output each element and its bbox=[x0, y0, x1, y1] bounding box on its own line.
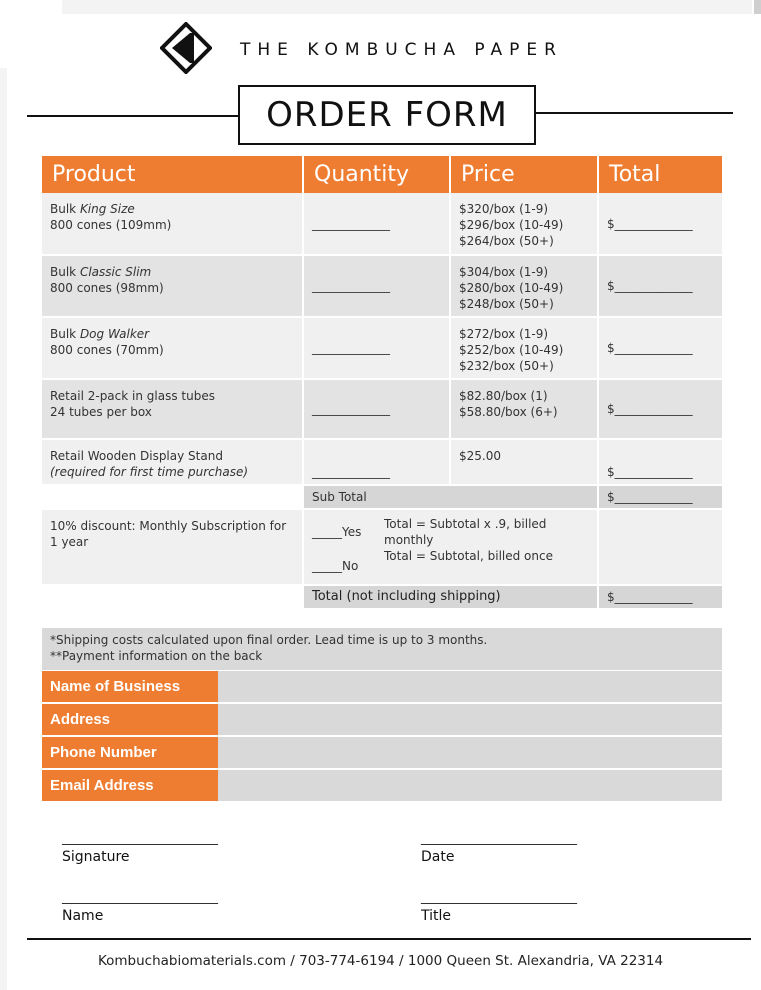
address-label: Address bbox=[42, 704, 218, 735]
left-strip bbox=[0, 68, 7, 990]
subtotal-label: Sub Total bbox=[303, 485, 598, 509]
phone-field[interactable] bbox=[218, 737, 722, 768]
price-tier: $296/box (10-49) bbox=[459, 218, 564, 232]
discount-total-cell bbox=[598, 509, 722, 585]
price-cell bbox=[450, 255, 598, 317]
title-line[interactable]: __________________________ bbox=[421, 890, 577, 904]
product-variant: Classic Slim bbox=[79, 265, 152, 279]
price-tier: $264/box (50+) bbox=[459, 234, 554, 248]
price-tier: $58.80/box (6+) bbox=[459, 405, 558, 419]
total-field[interactable]: $_____________ bbox=[598, 193, 722, 255]
business-name-row bbox=[42, 671, 722, 702]
product-name: Bulk bbox=[50, 202, 80, 216]
grand-total-field[interactable]: $_____________ bbox=[598, 585, 722, 609]
title-rule-right bbox=[536, 112, 733, 114]
product-cell bbox=[42, 379, 303, 439]
price-cell bbox=[450, 439, 598, 485]
empty-cell bbox=[42, 485, 303, 509]
product-detail: (required for first time purchase) bbox=[50, 465, 249, 479]
email-label: Email Address bbox=[42, 770, 218, 801]
discount-yes-field[interactable]: _____Yes bbox=[312, 525, 362, 539]
product-detail: 800 cones (109mm) bbox=[50, 218, 172, 232]
email-field[interactable] bbox=[218, 770, 722, 801]
product-variant: Dog Walker bbox=[79, 327, 150, 341]
product-detail: 800 cones (70mm) bbox=[50, 343, 164, 357]
address-row bbox=[42, 704, 722, 735]
table-row bbox=[42, 193, 722, 255]
product-name: Retail Wooden Display Stand bbox=[50, 449, 223, 463]
signature-label: Signature bbox=[62, 849, 130, 865]
quantity-field[interactable]: _____________ bbox=[303, 255, 450, 317]
name-block bbox=[62, 892, 218, 924]
business-name-field[interactable] bbox=[218, 671, 722, 702]
table-row bbox=[42, 439, 722, 485]
total-field[interactable]: $_____________ bbox=[598, 439, 722, 485]
title-label: Title bbox=[421, 908, 452, 924]
price-tier: $82.80/box (1) bbox=[459, 389, 548, 403]
contact-info-table bbox=[42, 671, 722, 803]
total-field[interactable]: $_____________ bbox=[598, 255, 722, 317]
product-cell bbox=[42, 439, 303, 485]
title-rule-left bbox=[27, 115, 239, 117]
price-cell bbox=[450, 193, 598, 255]
price-tier: $232/box (50+) bbox=[459, 359, 554, 373]
quantity-field[interactable]: _____________ bbox=[303, 193, 450, 255]
product-cell bbox=[42, 317, 303, 379]
quantity-field[interactable]: _____________ bbox=[303, 439, 450, 485]
top-strip bbox=[62, 0, 752, 14]
phone-row bbox=[42, 737, 722, 768]
empty-cell bbox=[42, 585, 303, 609]
business-name-label: Name of Business bbox=[42, 671, 218, 702]
logo-icon bbox=[160, 22, 212, 74]
address-field[interactable] bbox=[218, 704, 722, 735]
shipping-note: *Shipping costs calculated upon final order. Lead time is up to 3 months. bbox=[50, 633, 488, 647]
price-tier: $304/box (1-9) bbox=[459, 265, 549, 279]
scrollbar[interactable] bbox=[754, 0, 761, 14]
price-tier: $280/box (10-49) bbox=[459, 281, 564, 295]
product-name: Bulk bbox=[50, 327, 80, 341]
name-line[interactable]: __________________________ bbox=[62, 890, 218, 904]
header-product: Product bbox=[42, 156, 303, 193]
header-total: Total bbox=[598, 156, 722, 193]
price-cell bbox=[450, 379, 598, 439]
table-row bbox=[42, 317, 722, 379]
table-header-row bbox=[42, 156, 722, 193]
total-field[interactable]: $_____________ bbox=[598, 317, 722, 379]
header-quantity: Quantity bbox=[303, 156, 450, 193]
price-tier: $25.00 bbox=[459, 449, 501, 463]
date-line[interactable]: __________________________ bbox=[421, 831, 577, 845]
price-tier: $272/box (1-9) bbox=[459, 327, 549, 341]
header-price: Price bbox=[450, 156, 598, 193]
product-name: Bulk bbox=[50, 265, 80, 279]
table-row bbox=[42, 255, 722, 317]
date-label: Date bbox=[421, 849, 455, 865]
quantity-field[interactable]: _____________ bbox=[303, 379, 450, 439]
product-variant: King Size bbox=[79, 202, 135, 216]
price-tier: $252/box (10-49) bbox=[459, 343, 564, 357]
page-title: ORDER FORM bbox=[238, 85, 536, 145]
signature-block bbox=[62, 833, 218, 865]
product-detail: 800 cones (98mm) bbox=[50, 281, 164, 295]
email-row bbox=[42, 770, 722, 801]
product-detail: 24 tubes per box bbox=[50, 405, 152, 419]
discount-no-desc: Total = Subtotal, billed once bbox=[384, 549, 553, 563]
price-tier: $248/box (50+) bbox=[459, 297, 554, 311]
title-block bbox=[421, 892, 577, 924]
price-cell bbox=[450, 317, 598, 379]
notes-box bbox=[42, 628, 722, 670]
product-name: Retail 2-pack in glass tubes bbox=[50, 389, 215, 403]
footer-rule bbox=[27, 938, 751, 940]
footer-contact: Kombuchabiomaterials.com / 703-774-6194 / 1000 Queen St. Alexandria, VA 22314 bbox=[97, 953, 664, 969]
discount-yes-desc: Total = Subtotal x .9, billed monthly bbox=[384, 517, 547, 547]
discount-no-field[interactable]: _____No bbox=[312, 559, 359, 573]
table-row bbox=[42, 379, 722, 439]
subtotal-field[interactable]: $_____________ bbox=[598, 485, 722, 509]
name-label: Name bbox=[62, 908, 104, 924]
price-tier: $320/box (1-9) bbox=[459, 202, 549, 216]
discount-label: 10% discount: Monthly Subscription for 1 year bbox=[42, 509, 303, 585]
phone-label: Phone Number bbox=[42, 737, 218, 768]
quantity-field[interactable]: _____________ bbox=[303, 317, 450, 379]
signature-line[interactable]: __________________________ bbox=[62, 831, 218, 845]
order-table bbox=[42, 156, 722, 610]
grand-total-label: Total (not including shipping) bbox=[303, 585, 598, 609]
discount-row bbox=[42, 509, 722, 585]
brand-name: THE KOMBUCHA PAPER bbox=[240, 40, 563, 60]
grand-total-row bbox=[42, 585, 722, 609]
payment-note: **Payment information on the back bbox=[50, 649, 263, 663]
subtotal-row bbox=[42, 485, 722, 509]
total-field[interactable]: $_____________ bbox=[598, 379, 722, 439]
product-cell bbox=[42, 193, 303, 255]
date-block bbox=[421, 833, 577, 865]
product-cell bbox=[42, 255, 303, 317]
discount-options bbox=[303, 509, 598, 585]
